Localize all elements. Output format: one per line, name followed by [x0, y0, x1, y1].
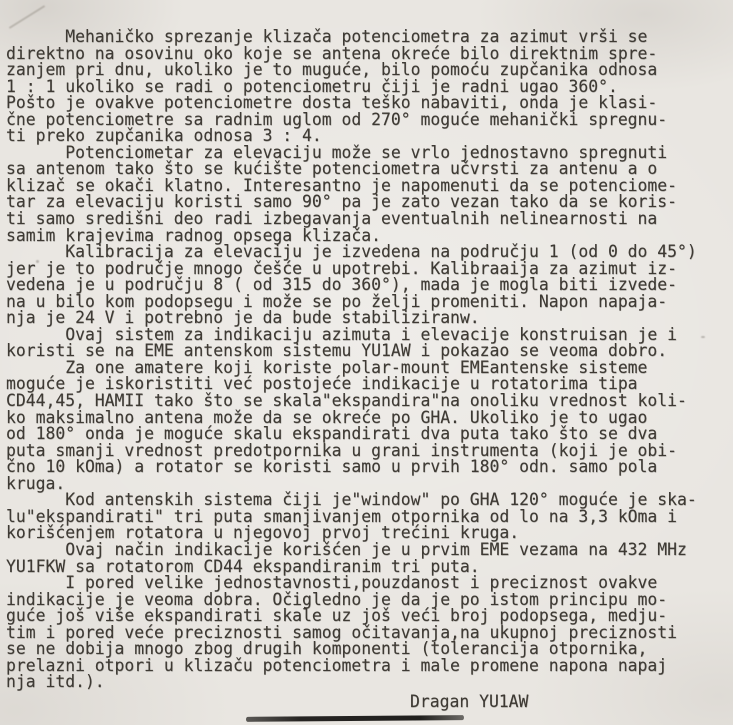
text-line: Mehaničko sprezanje klizača potenciometra za azimut vrši se [6, 27, 648, 46]
text-line: sa antenom tako što se kućište potenciometra učvrsti za antenu a o [6, 159, 658, 179]
text-line: klizač se okači klatno. Interesantno je napomenuti da se potenciome- [6, 175, 678, 195]
text-line: Kalibracija za elevaciju je izvedena na području 1 (od 0 do 45°) [6, 242, 697, 262]
text-line: lu"ekspandirati" tri puta smanjivanjem otpornika od lo na 3,3 kOma i [6, 506, 678, 526]
text-line: Potenciometar za elevaciju može se vrlo jednostavno spregnuti [6, 142, 668, 162]
text-line: ti preko zupčanika odnosa 3 : 4. [6, 126, 322, 146]
text-line: tar za elevaciju koristi samo 90° pa je zato vezan tako da se koris- [6, 192, 678, 212]
document-body-text [6, 29, 697, 691]
text-line: 1 : 1 ukoliko se radi o potenciometru čiji je radni ugao 360°. [6, 76, 618, 96]
text-line: zanjem pri dnu, ukoliko je to muguće, bilo pomoću zupčanika odnosa [6, 60, 658, 80]
text-line: čno 10 kOma) a rotator se koristi samo u prvih 180° odn. samo pola [6, 457, 658, 477]
text-line: direktno na osovinu oko koje se antena okreće bilo direktnim spre- [6, 43, 658, 63]
text-line: I pored velike jednostavnosti,pouzdanost i preciznost ovakve [6, 573, 658, 593]
text-line: na u bilo kom podopsegu i može se po želji promeniti. Napon napaja- [6, 291, 668, 311]
text-line: ko maksimalno antena može da se okreće po GHA. Ukoliko je to ugao [6, 407, 648, 427]
text-line: puta smanji vrednost predotpornika u grani instrumenta (koji je obi- [6, 440, 678, 460]
text-line: Pošto je ovakve potenciometre dosta teško nabaviti, onda je klasi- [6, 93, 658, 113]
signature: Dragan YU1AW [410, 692, 529, 711]
text-line: kruga. [6, 473, 66, 493]
text-line: nja je 24 V i potrebno je da bude stabiliziranw. [6, 308, 480, 328]
text-line: ti samo središni deo radi izbegavanja eventualnih nelinearnosti na [6, 209, 658, 229]
text-line: vedena je u području 8 ( od 315 do 360°), mada je mogla biti izvede- [6, 275, 678, 295]
text-line: indikacije je veoma dobra. Očigledno je da je po istom principu mo- [6, 589, 668, 609]
text-line: nja itd.). [6, 672, 105, 692]
text-line: samim krajevima radnog opsega klizača. [6, 225, 381, 245]
text-line: korišćenjem rotatora u njegovoj prvoj trećini kruga. [6, 523, 520, 543]
text-line: Kod antenskih sistema čiji je"window" po GHA 120° moguće je ska- [6, 490, 697, 510]
text-line: CD44,45, HAMII tako što se skala"ekspandira"na onoliku vrednost koli- [6, 391, 687, 411]
text-line: Za one amatere koji koriste polar-mount EMEantenske sisteme [6, 357, 648, 377]
text-line: Ovaj način indikacije korišćen je u prvim EME vezama na 432 MHz [6, 539, 687, 559]
text-line: se ne dobija mnogo zbog drugih komponenti (tolerancija otpornika, [6, 639, 648, 659]
text-line: jer je to područje mnogo češće u upotrebi. Kalibraaija za azimut iz- [6, 258, 678, 278]
text-line: Ovaj sistem za indikaciju azimuta i elevacije konstruisan je i [6, 324, 678, 344]
text-line: od 180° onda je moguće skalu ekspandirati dva puta tako što se dva [6, 424, 658, 444]
text-line: prelazni otpori u klizaču potenciometra i male promene napona napaj [6, 655, 668, 675]
text-line: moguće je iskoristiti već postojeće indikacije u rotatorima tipa [6, 374, 638, 394]
text-line: YU1FKW sa rotatorom CD44 ekspandiranim tri puta. [6, 556, 480, 576]
text-line: guće još više ekspandirati skale uz još veći broj podopsega, medju- [6, 606, 668, 626]
scan-speck [701, 336, 705, 338]
scan-smudge [9, 5, 46, 29]
text-line: koristi se na EME antenskom sistemu YU1AW i pokazao se veoma dobro. [6, 341, 668, 361]
text-line: čne potenciometre sa radnim uglom od 270° moguće mehanički spregnu- [6, 109, 668, 129]
text-line: tim i pored veće preciznosti samog očitavanja,na ukupnoj preciznosti [6, 622, 678, 642]
scan-artifact-bar [246, 715, 464, 722]
